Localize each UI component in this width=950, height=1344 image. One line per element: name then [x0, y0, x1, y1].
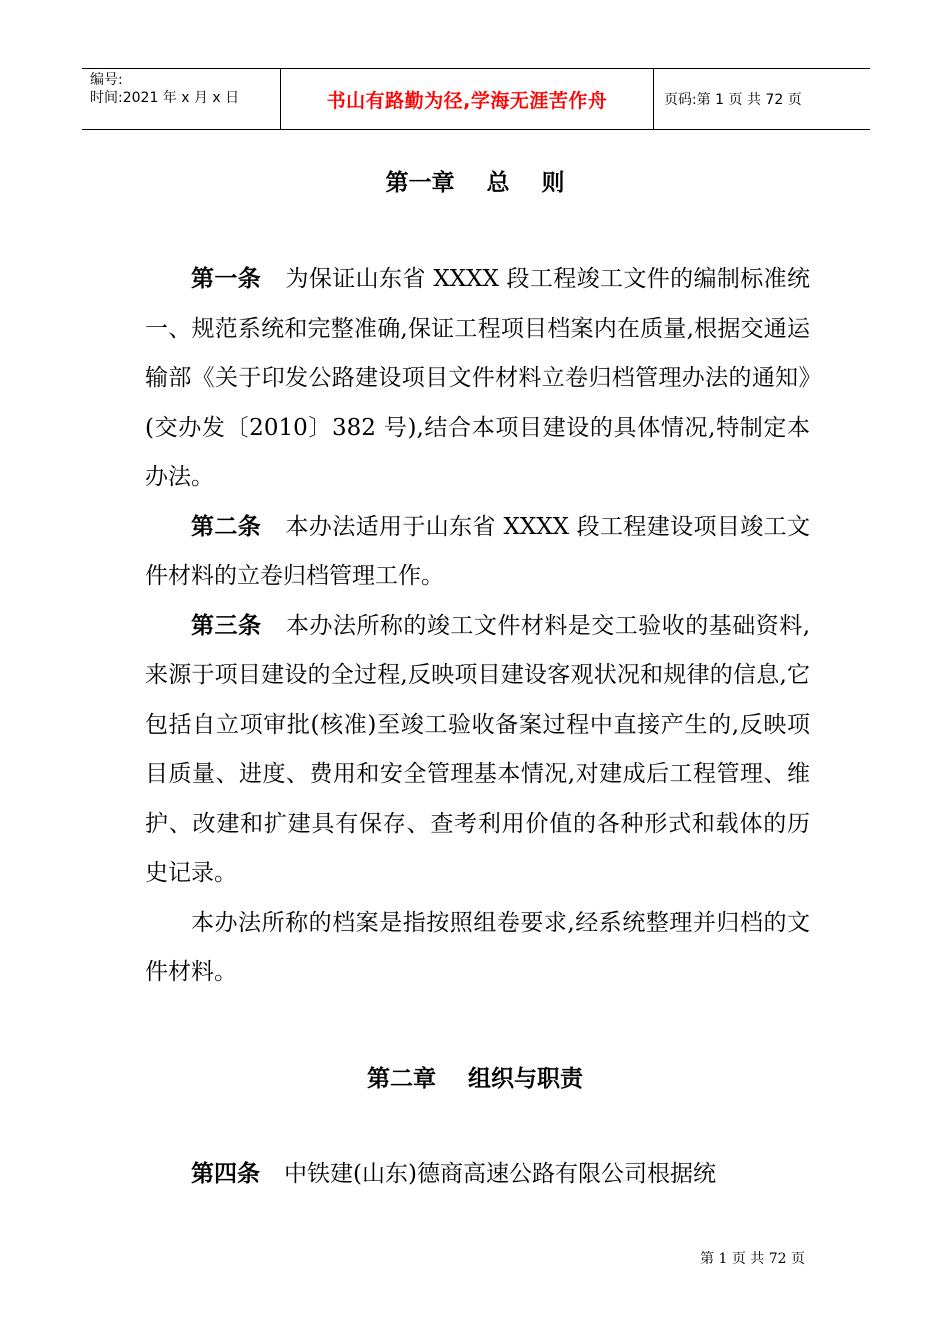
chapter-2-title: 第二章 组织与职责 [366, 1066, 584, 1092]
article-text: 为保证山东省 XXXX 段工程竣工文件的编制标准统一、规范系统和完整准确,保证工程项目档案内在质量,根据交通运输部《关于印发公路建设项目文件材料立卷归档管理办法的通知》(交办发〔2010〕382 号),结合本项目建设的具体情况,特制定本办法。 [145, 266, 810, 490]
page-header [82, 68, 870, 130]
article-text: 本办法适用于山东省 XXXX 段工程建设项目竣工文件材料的立卷归档管理工作。 [145, 513, 810, 589]
article-3 [145, 602, 810, 899]
header-motto-cell [281, 69, 654, 129]
chapter-2-body [145, 1150, 810, 1200]
document-number: 编号: [90, 72, 123, 88]
header-page-number: 页码:第 1 页 共 72 页 [664, 92, 802, 108]
article-4 [145, 1150, 810, 1200]
article-text: 本办法所称的竣工文件材料是交工验收的基础资料,来源于项目建设的全过程,反映项目建设客观状况和规律的信息,它包括自立项审批(核准)至竣工验收备案过程中直接产生的,反映项目质量、进度、费用和安全管理基本情况,对建成后工程管理、维护、改建和扩建具有保存、查考利用价值的各种形式和载体的历史记录。 [145, 612, 811, 886]
chapter-1-title: 第一章 总 则 [385, 170, 565, 196]
article-label: 第三条 [191, 612, 262, 639]
archive-definition: 本办法所称的档案是指按照组卷要求,经系统整理并归档的文件材料。 [145, 909, 810, 985]
chapter-1-body [145, 255, 810, 998]
article-label: 第二条 [191, 513, 262, 540]
document-time: 时间:2021 年 x 月 x 日 [90, 90, 240, 106]
header-page-cell [654, 69, 870, 129]
page-footer: 第 1 页 共 72 页 [700, 1251, 805, 1267]
article-label: 第一条 [191, 266, 262, 292]
article-text: 中铁建(山东)德商高速公路有限公司根据统 [284, 1161, 716, 1187]
article-2 [145, 503, 810, 602]
article-1 [145, 255, 810, 503]
header-motto: 书山有路勤为径,学海无涯苦作舟 [326, 89, 608, 112]
article-label: 第四条 [191, 1161, 260, 1187]
header-meta [82, 69, 281, 129]
